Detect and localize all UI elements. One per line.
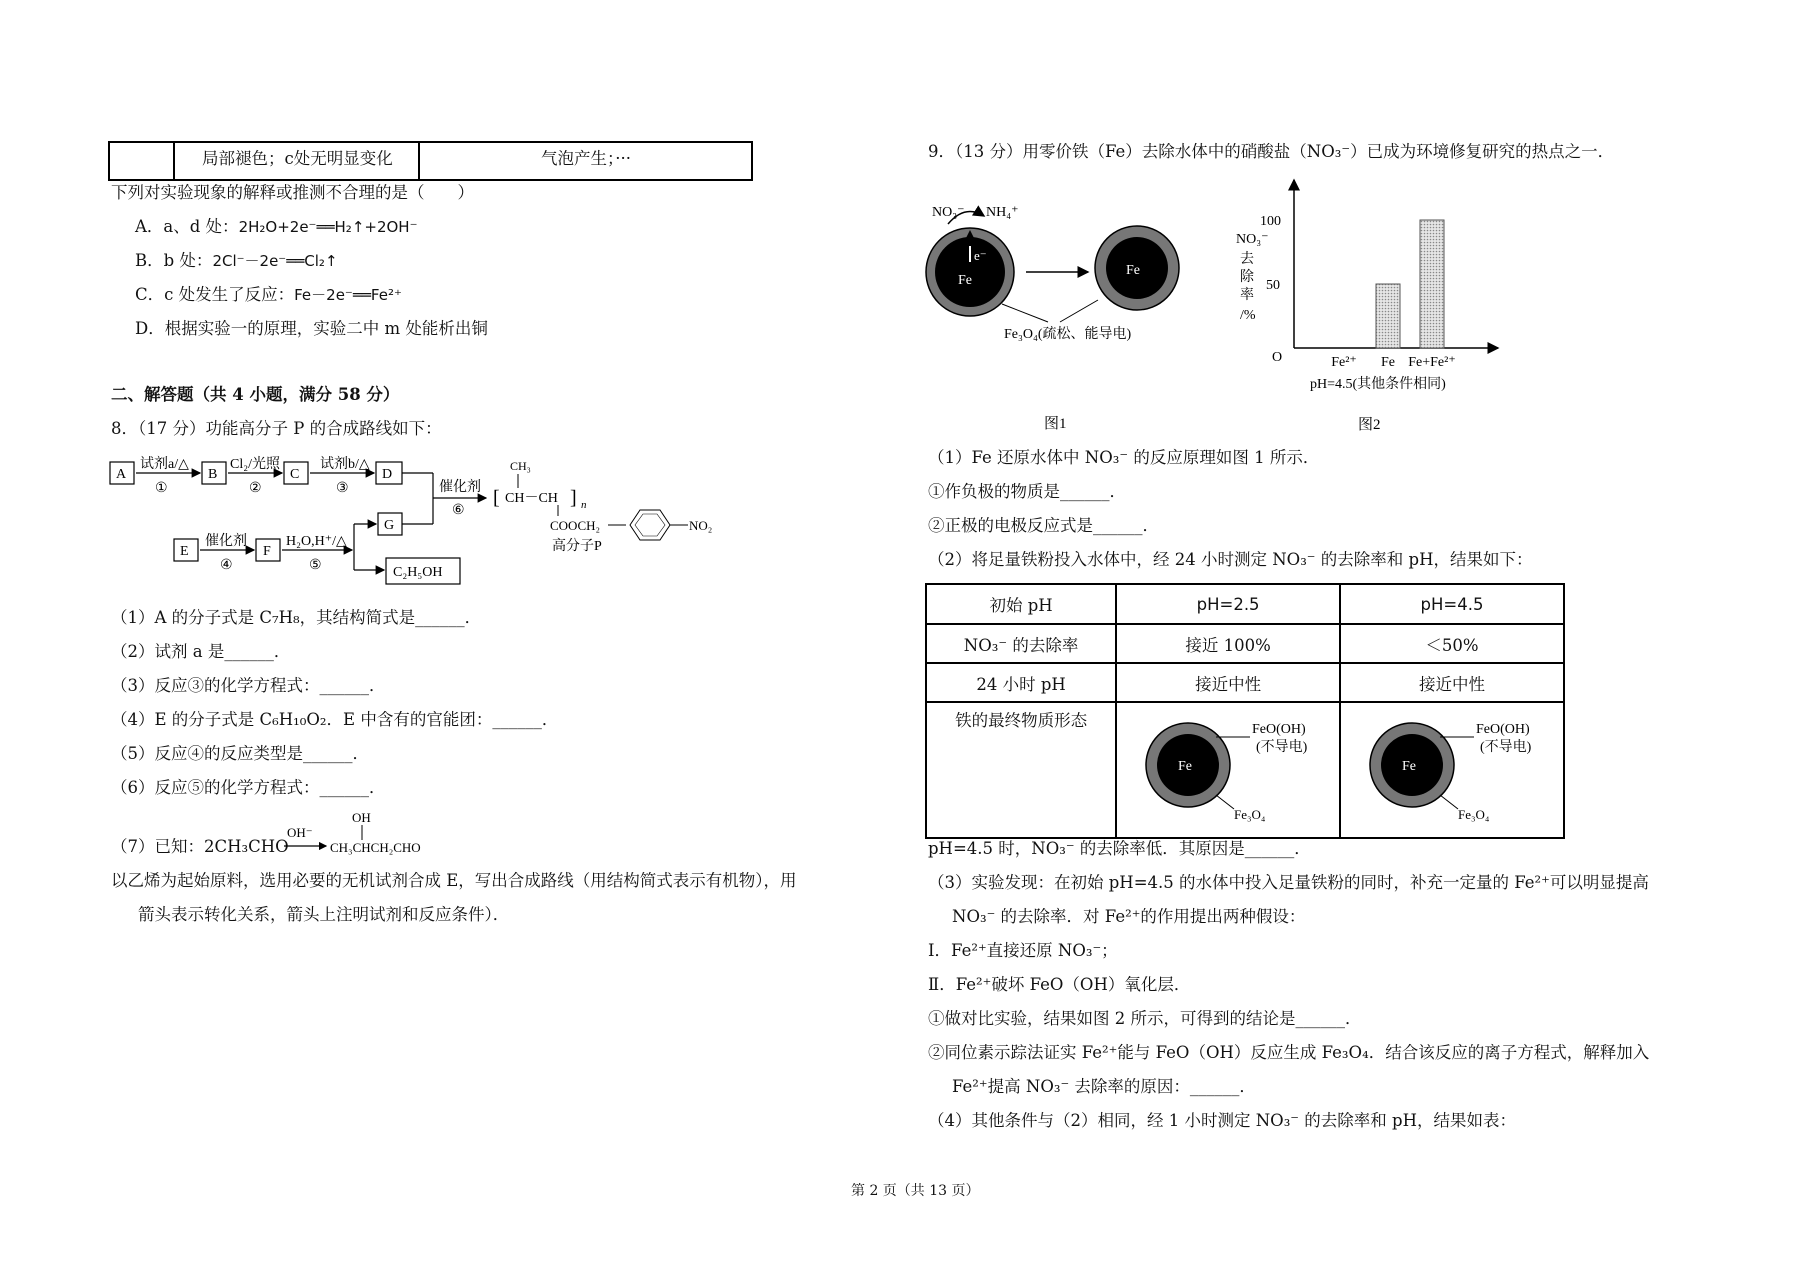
table-row-24h-ph45: 接近中性 bbox=[1340, 663, 1564, 702]
step-4: ④ bbox=[220, 558, 233, 573]
particle-fe-ph45: Fe bbox=[1402, 759, 1417, 774]
box-d-label: D bbox=[382, 467, 393, 482]
fig1-label: Fe₃O₄(疏松、能导电) bbox=[1004, 327, 1132, 342]
q9-part2b: pH=4.5 时，NO₃⁻ 的去除率低．其原因是______． bbox=[928, 839, 1311, 858]
fig2-caption: 图2 bbox=[1358, 417, 1381, 433]
box-b-label: B bbox=[208, 467, 218, 482]
fig2-origin: O bbox=[1272, 350, 1283, 365]
q8-part5: （5）反应④的反应类型是______． bbox=[111, 744, 369, 763]
table-row-removal-label: NO₃⁻ 的去除率 bbox=[926, 624, 1116, 663]
chain-label: CH－CH bbox=[505, 491, 558, 506]
q7-option-a: A．a、d 处：2H₂O+2e⁻══H₂↑+2OH⁻ bbox=[135, 217, 418, 236]
q9-hypothesis-2: Ⅱ．Fe²⁺破坏 FeO（OH）氧化层． bbox=[928, 975, 1191, 994]
q8-part7-text1: 以乙烯为起始原料，选用必要的无机试剂合成 E，写出合成路线（用结构简式表示有机物），用 bbox=[111, 871, 797, 890]
figure-2-chart bbox=[1228, 178, 1518, 438]
table-row-removal-ph45: ＜50% bbox=[1340, 624, 1564, 663]
q8-part4: （4）E 的分子式是 C₆H₁₀O₂．E 中含有的官能团：______． bbox=[111, 710, 559, 729]
fig1-caption: 图1 bbox=[1044, 416, 1067, 432]
q8-part3: （3）反应③的化学方程式：______． bbox=[111, 676, 386, 695]
q9-stem: 9．（13 分）用零价铁（Fe）去除水体中的硝酸盐（NO₃⁻）已成为环境修复研究的热点之一． bbox=[928, 142, 1615, 161]
benzene-ring bbox=[630, 510, 670, 540]
ch3-label: CH₃ bbox=[510, 459, 531, 473]
n-label: n bbox=[581, 499, 587, 511]
fig2-category-label: Fe+Fe²⁺ bbox=[1408, 355, 1456, 370]
fig2-ytick-label: 100 bbox=[1260, 214, 1281, 229]
fig2-xnote: pH=4.5(其他条件相同) bbox=[1310, 377, 1446, 392]
fig1-fe-right: Fe bbox=[1126, 263, 1140, 278]
step-2: ② bbox=[249, 481, 262, 496]
q9-hypothesis-1: Ⅰ．Fe²⁺直接还原 NO₃⁻； bbox=[928, 941, 1118, 960]
section-title: 二、解答题（共 4 小题，满分 58 分） bbox=[111, 385, 400, 404]
fig1-electron: e⁻ bbox=[974, 248, 987, 263]
feooh-ph45: FeO(OH) bbox=[1476, 722, 1530, 737]
fig2-ytick-label: 50 bbox=[1266, 278, 1280, 293]
fig2-ylabel-4: 率 bbox=[1240, 288, 1254, 303]
top-table-cell-b: 局部褪色；c处无明显变化 bbox=[202, 149, 393, 168]
no2-label: NO₂ bbox=[689, 518, 713, 533]
table-row-24h-label: 24 小时 pH bbox=[926, 663, 1116, 702]
q8-part2: （2）试剂 a 是______． bbox=[111, 642, 291, 661]
nocond-ph45: (不导电) bbox=[1480, 740, 1532, 755]
fig1-nh4: NH₄⁺ bbox=[986, 205, 1019, 220]
figure-1 bbox=[920, 196, 1190, 436]
page-footer: 第 2 页（共 13 页） bbox=[851, 1183, 980, 1199]
bracket-left: [ bbox=[493, 487, 500, 509]
results-table bbox=[925, 583, 1565, 839]
fig2-ylabel-2: 去 bbox=[1240, 252, 1254, 267]
q9-part1a: ①作负极的物质是______． bbox=[928, 482, 1126, 501]
step-5: ⑤ bbox=[309, 558, 322, 573]
reagent-2: Cl₂/光照 bbox=[230, 457, 280, 472]
q9-part3d: ②同位素示踪法证实 Fe²⁺能与 FeO（OH）反应生成 Fe₃O₄．结合该反应的离子方程式，解释加入 bbox=[928, 1043, 1650, 1062]
box-f-label: F bbox=[263, 544, 271, 559]
bracket-right: ] bbox=[570, 487, 577, 509]
box-c-label: C bbox=[290, 467, 300, 482]
reagent-4: 催化剂 bbox=[205, 534, 247, 549]
fig2-ylabel-1: NO₃⁻ bbox=[1236, 232, 1269, 247]
q8-part6: （6）反应⑤的化学方程式：______． bbox=[111, 778, 386, 797]
q8-part1: （1）A 的分子式是 C₇H₈，其结构简式是______． bbox=[111, 608, 482, 627]
fig1-no3: NO₃⁻ bbox=[932, 205, 965, 220]
q7-prompt: 下列对实验现象的解释或推测不合理的是（ ） bbox=[111, 183, 474, 202]
q7-option-b: B．b 处：2Cl⁻－2e⁻══Cl₂↑ bbox=[135, 251, 338, 270]
box-g-label: G bbox=[384, 518, 395, 533]
table-header-ph: 初始 pH bbox=[926, 584, 1116, 624]
q9-part4: （4）其他条件与（2）相同，经 1 小时测定 NO₃⁻ 的去除率和 pH，结果如表： bbox=[928, 1111, 1516, 1130]
box-e-label: E bbox=[180, 544, 189, 559]
step-3: ③ bbox=[336, 481, 349, 496]
q7-condition: OH⁻ bbox=[287, 825, 313, 840]
fig2-ylabel-3: 除 bbox=[1240, 270, 1254, 285]
q9-part3e: Fe²⁺提高 NO₃⁻ 去除率的原因：______． bbox=[952, 1077, 1256, 1096]
q9-part1b: ②正极的电极反应式是______． bbox=[928, 516, 1159, 535]
q8-part7-text2: 箭头表示转化关系，箭头上注明试剂和反应条件）． bbox=[138, 905, 510, 924]
q9-part3c: ①做对比实验，结果如图 2 所示，可得到的结论是______． bbox=[928, 1009, 1362, 1028]
table-row-removal-ph25: 接近 100% bbox=[1116, 624, 1340, 663]
fig2-category-label: Fe²⁺ bbox=[1331, 355, 1357, 370]
fig1-fe-left: Fe bbox=[958, 273, 972, 288]
q9-part1: （1）Fe 还原水体中 NO₃⁻ 的反应原理如图 1 所示． bbox=[928, 448, 1320, 467]
table-row-form-ph25 bbox=[1116, 702, 1340, 838]
table-row-form-label: 铁的最终物质形态 bbox=[926, 702, 1116, 838]
reagent-3: 试剂b/△ bbox=[320, 457, 370, 472]
box-a-label: A bbox=[116, 467, 127, 482]
fig2-bar bbox=[1376, 284, 1400, 348]
particle-diagram-ph25 bbox=[1118, 703, 1338, 833]
particle-diagram-ph45 bbox=[1342, 703, 1562, 833]
q9-part3b: NO₃⁻ 的去除率．对 Fe²⁺的作用提出两种假设： bbox=[952, 907, 1306, 926]
reagent-5: H₂O,H⁺/△ bbox=[286, 534, 347, 549]
step-6: ⑥ bbox=[452, 503, 465, 518]
q7-option-d: D．根据实验一的原理，实验二中 m 处能析出铜 bbox=[135, 319, 488, 338]
polymer-label: 高分子P bbox=[552, 539, 602, 554]
fig2-bar bbox=[1420, 220, 1444, 348]
q8-stem: 8．（17 分）功能高分子 P 的合成路线如下： bbox=[111, 419, 442, 438]
reagent-6: 催化剂 bbox=[439, 480, 481, 495]
q8-part7-known: （7）已知：2CH₃CHO bbox=[111, 837, 289, 856]
step-1: ① bbox=[155, 481, 168, 496]
table-header-ph25: pH=2.5 bbox=[1116, 584, 1340, 624]
table-row-24h-ph25: 接近中性 bbox=[1116, 663, 1340, 702]
table-header-ph45: pH=4.5 bbox=[1340, 584, 1564, 624]
top-table-cell-c: 气泡产生；··· bbox=[541, 149, 631, 168]
ethanol-label: C₂H₅OH bbox=[393, 565, 443, 580]
nocond-ph25: (不导电) bbox=[1256, 740, 1308, 755]
q7-option-c: C．c 处发生了反应：Fe－2e⁻══Fe²⁺ bbox=[135, 285, 402, 304]
particle-fe-ph25: Fe bbox=[1178, 759, 1193, 774]
table-row-form-ph45 bbox=[1340, 702, 1564, 838]
synthesis-scheme bbox=[108, 448, 728, 588]
feooh-ph25: FeO(OH) bbox=[1252, 722, 1306, 737]
fig2-ylabel-5: /% bbox=[1240, 308, 1256, 323]
cooch2-label: COOCH₂ bbox=[550, 518, 601, 533]
q7-product: CH₃CHCH₂CHO bbox=[330, 840, 421, 855]
fe3o4-ph45: Fe₃O₄ bbox=[1458, 807, 1490, 822]
q9-part3a: （3）实验发现：在初始 pH=4.5 的水体中投入足量铁粉的同时，补充一定量的 Fe²⁺可以明显提高 bbox=[928, 873, 1649, 892]
fe3o4-ph25: Fe₃O₄ bbox=[1234, 807, 1266, 822]
fig2-category-label: Fe bbox=[1381, 355, 1395, 370]
reagent-1: 试剂a/△ bbox=[140, 457, 189, 472]
q9-part2: （2）将足量铁粉投入水体中，经 24 小时测定 NO₃⁻ 的去除率和 pH，结果如下： bbox=[928, 550, 1533, 569]
q7-oh: OH bbox=[352, 810, 371, 825]
q7-reaction bbox=[282, 808, 432, 864]
